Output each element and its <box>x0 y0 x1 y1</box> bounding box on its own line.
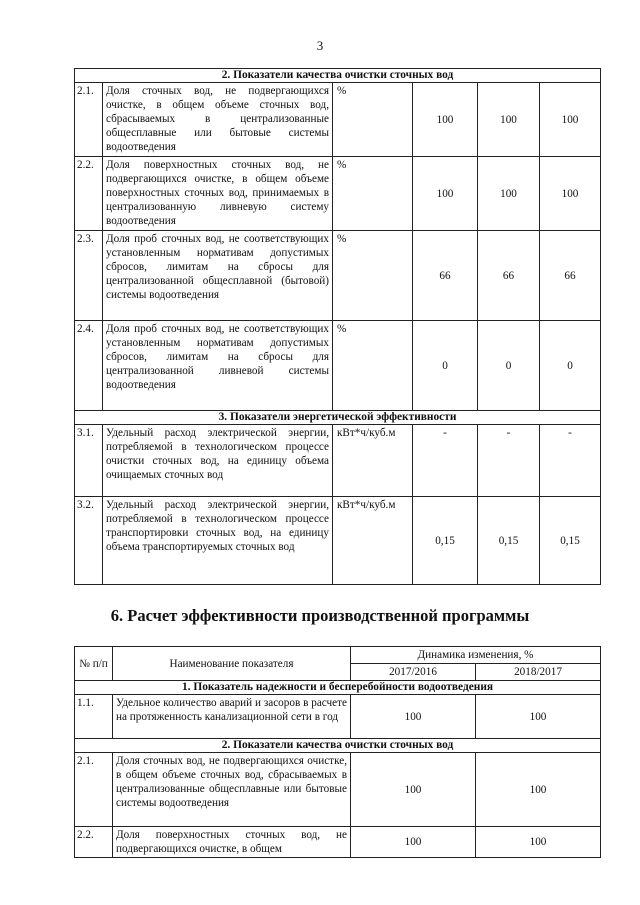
value-cell: 100 <box>351 827 476 858</box>
value-cell: 100 <box>540 157 601 231</box>
section-header-row <box>75 681 601 695</box>
value-cell: 66 <box>413 231 478 321</box>
indicator-name: Удельное количество аварий и засоров в расчете на протяженность канализационной сети в год <box>113 695 351 739</box>
value-cell: 100 <box>478 157 540 231</box>
indicator-name: Доля проб сточных вод, не соответствующих установленным нормативам допустимых сбросов, лимитам на сбросы для централизованной ливневой системы водоотведения <box>103 321 333 411</box>
indicator-name: Доля сточных вод, не подвергающихся очистке, в общем объеме сточных вод, сбрасываемых в централизованные общесплавные или бытовые системы водоотведения <box>113 753 351 827</box>
unit-cell: % <box>333 83 413 157</box>
row-number: 2.2. <box>75 827 113 858</box>
section-title-energy: 3. Показатели энергетической эффективности <box>75 411 601 425</box>
row-number: 3.2. <box>75 497 103 585</box>
value-cell: 100 <box>351 695 476 739</box>
column-header-dynamics: Динамика изменения, % <box>351 647 601 664</box>
table-row <box>75 827 601 858</box>
indicator-name: Доля сточных вод, не подвергающихся очистке, в общем объеме сточных вод, сбрасываемых в централизованные общесплавные или бытовые системы водоотведения <box>103 83 333 157</box>
section-title-reliability: 1. Показатель надежности и бесперебойности водоотведения <box>75 681 601 695</box>
indicator-name: Удельный расход электрической энергии, потребляемой в технологическом процессе очистки сточных вод, на единицу объема очищаемых сточных вод <box>103 425 333 497</box>
table-row <box>75 83 601 157</box>
unit-cell: % <box>333 157 413 231</box>
table-row <box>75 157 601 231</box>
row-number: 1.1. <box>75 695 113 739</box>
value-cell: - <box>540 425 601 497</box>
column-header-year: 2017/2016 <box>351 664 476 681</box>
section-header-row <box>75 411 601 425</box>
value-cell: - <box>413 425 478 497</box>
unit-cell: % <box>333 231 413 321</box>
value-cell: 0,15 <box>413 497 478 585</box>
value-cell: 0 <box>413 321 478 411</box>
value-cell: 0 <box>478 321 540 411</box>
value-cell: 0 <box>540 321 601 411</box>
value-cell: 0,15 <box>478 497 540 585</box>
section-heading: 6. Расчет эффективности производственной программы <box>110 606 530 625</box>
table-row <box>75 425 601 497</box>
column-header-number: № п/п <box>75 647 113 681</box>
section-header-row <box>75 69 601 83</box>
row-number: 3.1. <box>75 425 103 497</box>
section-title-quality: 2. Показатели качества очистки сточных вод <box>75 69 601 83</box>
value-cell: 66 <box>478 231 540 321</box>
table-row <box>75 753 601 827</box>
value-cell: 100 <box>351 753 476 827</box>
value-cell: 100 <box>413 157 478 231</box>
value-cell: 100 <box>476 695 601 739</box>
unit-cell: % <box>333 321 413 411</box>
header-row <box>75 647 601 664</box>
value-cell: 100 <box>476 753 601 827</box>
row-number: 2.1. <box>75 83 103 157</box>
table-row <box>75 497 601 585</box>
row-number: 2.2. <box>75 157 103 231</box>
value-cell: 100 <box>540 83 601 157</box>
value-cell: 100 <box>478 83 540 157</box>
value-cell: 100 <box>476 827 601 858</box>
table-row <box>75 321 601 411</box>
unit-cell: кВт*ч/куб.м <box>333 425 413 497</box>
column-header-year: 2018/2017 <box>476 664 601 681</box>
indicator-name: Доля поверхностных сточных вод, не подвергающихся очистке, в общем объеме поверхностных сточных вод, принимаемых в централизованную ливневую систему водоотведения <box>103 157 333 231</box>
indicator-name: Доля поверхностных сточных вод, не подвергающихся очистке, в общем <box>113 827 351 858</box>
indicator-name: Доля проб сточных вод, не соответствующих установленным нормативам допустимых сбросов, лимитам на сбросы для централизованной общесплавной (бытовой) системы водоотведения <box>103 231 333 321</box>
page-number: 3 <box>316 38 324 53</box>
row-number: 2.1. <box>75 753 113 827</box>
value-cell: 0,15 <box>540 497 601 585</box>
value-cell: 100 <box>413 83 478 157</box>
section-header-row <box>75 739 601 753</box>
column-header-name: Наименование показателя <box>113 647 351 681</box>
row-number: 2.3. <box>75 231 103 321</box>
value-cell: - <box>478 425 540 497</box>
section-title-quality: 2. Показатели качества очистки сточных вод <box>75 739 601 753</box>
indicators-table-continued <box>74 68 601 585</box>
table-row <box>75 231 601 321</box>
table-row <box>75 695 601 739</box>
unit-cell: кВт*ч/куб.м <box>333 497 413 585</box>
efficiency-table <box>74 646 601 858</box>
value-cell: 66 <box>540 231 601 321</box>
row-number: 2.4. <box>75 321 103 411</box>
indicator-name: Удельный расход электрической энергии, потребляемой в технологическом процессе транспортировки сточных вод, на единицу объема транспортируемых сточных вод <box>103 497 333 585</box>
